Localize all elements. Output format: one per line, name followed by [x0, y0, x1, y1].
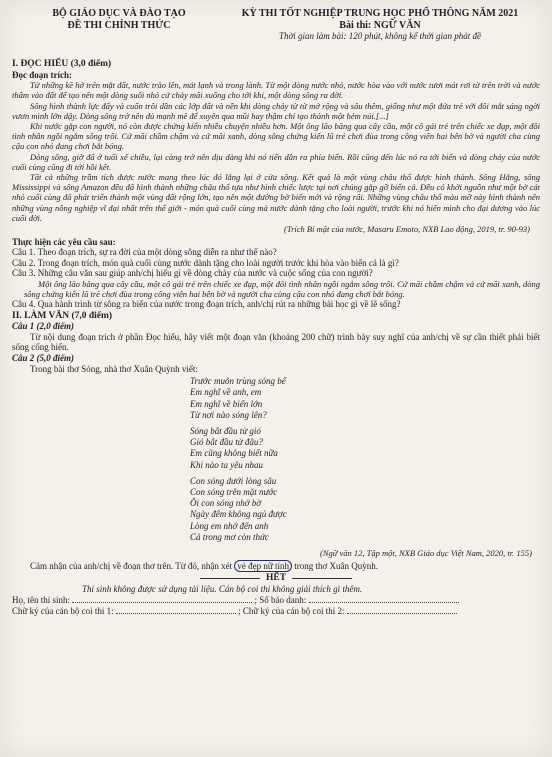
poem-line: Ôi con sóng nhớ bờ	[190, 498, 262, 509]
part1-heading: I. ĐỌC HIỂU (3,0 điểm)	[12, 59, 112, 69]
exam-title: KỲ THI TỐT NGHIỆP TRUNG HỌC PHỔ THÔNG NĂM 2021	[241, 8, 519, 19]
essay2-label: Câu 2 (5,0 điểm)	[12, 352, 74, 363]
poem-line: Gió bắt đầu từ đâu?	[190, 437, 263, 448]
task-label: Thực hiện các yêu cầu sau:	[12, 236, 116, 247]
passage-paragraph: Tất cả những trầm tích được nước mang theo lúc đó lắng lại ở cửa sông. Kết quả là một vùng châu thổ được hình thành. Sông Hằng, sông Mississippi và sông Amazon đều đã hình thành những châu thổ tựa như hình chiếc lược tại nơi chúng gặp gỡ biển cả. Đều có khởi nguồn như một bờ cát nhỏ cuối cùng đã phát triển thành một vùng đất rộng lớn, tạo nên một đường bờ biển mới và rộng rãi. Những vùng châu thổ màu mỡ này hình thành nên những vùng nông nghiệp vĩ đại nhất trên thế giới - món quà cuối cùng mà nước dành tặng cho loài người, trước khi nó hiến mình cho đại dương vào lúc cuối đời.	[12, 172, 540, 223]
poem-line: Em nghĩ về anh, em	[190, 387, 262, 398]
candidate-info-line	[12, 595, 540, 606]
poem-stanza	[190, 426, 540, 471]
circled-phrase: vẻ đẹp nữ tính	[234, 560, 292, 572]
passage-paragraph: Sông hình thành lực đẩy và cuốn trôi dần các lớp đất và nền khi dòng chảy từ từ mở rộng và sâu thêm, giống như một đứa trẻ với đôi mắt sáng ngời vươn mình lớn dậy. Dòng sông trở nên đủ mạnh mẽ để xuyên qua mũi hay thậm chí tạo thành một hẻm núi.[...]	[12, 100, 540, 121]
poem-line: Khi nào ta yêu nhau	[190, 459, 263, 470]
exam-body	[12, 58, 540, 617]
exam-header	[2, 6, 550, 66]
poem-stanza	[190, 476, 540, 543]
candidate-number-blank	[309, 602, 459, 603]
signature-2-blank	[347, 613, 457, 614]
subject-label: Bài thi: NGỮ VĂN	[339, 20, 421, 31]
read-label: Đọc đoạn trích:	[12, 69, 72, 80]
question-1: Câu 1. Theo đoạn trích, sự ra đời của một dòng sông diễn ra như thế nào?	[12, 247, 277, 258]
exam-page	[2, 0, 550, 757]
passage-paragraph: Từ những kẽ hở trên mặt đất, nước trào lên, mát lạnh và trong lành. Từ một dòng nước nhỏ, nước hòa vào với nước tươi mát rơi từ trên trời và nước thấm vào đất để tạo nên một dòng suối nhỏ cứ chảy mãi xuống cho tới khi, một dòng sông ra đời.	[12, 80, 540, 101]
end-mark	[12, 573, 540, 584]
poem-line: Lòng em nhớ đến anh	[190, 520, 269, 531]
end-text: HẾT	[265, 573, 287, 584]
question-4: Câu 4. Qua hành trình từ sông ra biển của nước trong đoạn trích, anh/chị rút ra những bài học gì về lẽ sống?	[12, 299, 401, 309]
essay2-task-start: Cảm nhận của anh/chị về đoạn thơ trên. Từ đó, nhận xét	[30, 560, 233, 571]
signature-1-label: Chữ ký của cán bộ coi thi 1:	[12, 605, 114, 616]
end-rule-left	[200, 578, 260, 579]
passage-paragraph: Dòng sông, giờ đã ở tuổi xế chiều, lại càng trở nên dịu dàng khi nó tiến dần ra phía biển. Rồi cũng đến lúc nó ra tới biển và dòng chảy của nước cuối cùng cũng đi tới hồi kết.	[12, 151, 540, 172]
ministry-name: BỘ GIÁO DỤC VÀ ĐÀO TẠO	[52, 8, 186, 19]
part2-heading: II. LÀM VĂN (7,0 điểm)	[12, 310, 113, 321]
question-2: Câu 2. Trong đoạn trích, món quà cuối cùng nước dành tặng cho loài người trước khi hòa vào biển cả là gì?	[12, 257, 399, 268]
poem-line: Cả trong mơ còn thức	[190, 531, 269, 542]
essay2-intro: Trong bài thơ Sóng, nhà thơ Xuân Quỳnh viết:	[30, 363, 198, 374]
poem-line: Con sóng trên mặt nước	[190, 486, 278, 497]
poem-line: Em nghĩ về biển lớn	[190, 398, 263, 409]
poem-source: (Ngữ văn 12, Tập một, NXB Giáo dục Việt Nam, 2020, tr. 155)	[319, 548, 532, 558]
poem-line: Từ nơi nào sóng lên?	[190, 409, 267, 420]
essay1-label: Câu 1 (2,0 điểm)	[12, 321, 74, 332]
candidate-name-label: Họ, tên thí sinh:	[12, 594, 70, 605]
time-note: Thời gian làm bài: 120 phút, không kể thời gian phát đề	[278, 31, 482, 41]
question-3: Câu 3. Những câu văn sau giúp anh/chị hiểu gì về dòng chảy của nước và cuộc sống của con người?	[12, 268, 373, 279]
poem-stanza	[190, 376, 540, 421]
signature-2-label: ; Chữ ký của cán bộ coi thi 2:	[238, 605, 345, 616]
poem-line: Em cũng không biết nữa	[190, 448, 278, 459]
poem-line: Sóng bắt đầu từ gió	[190, 425, 261, 436]
footer-note: Thí sinh không được sử dụng tài liệu. Cán bộ coi thi không giải thích gì thêm.	[82, 583, 363, 594]
poem-line: Ngày đêm không ngủ được	[190, 509, 287, 520]
poem-excerpt	[190, 376, 540, 543]
poem-line: Con sóng dưới lòng sâu	[190, 475, 277, 486]
passage-paragraph: Khi nước gặp con người, nó còn được chứng kiến nhiều chuyện nhiều hơn. Một ông lão băng qua cây cầu, một cô gái trẻ trên chiếc xe đạp, một đôi tình nhân ngồi ngắm sông trôi. Cứ mãi chầm chậm và cứ mãi xanh, dòng sông chứng kiến lũ trẻ chơi đùa trong công viên hai bên bờ và người cha cùng cậu con nhỏ đang chơi bắt bóng.	[12, 121, 540, 152]
essay2-task-end: trong thơ Xuân Quỳnh.	[294, 560, 379, 571]
poem-line: Trước muôn trùng sóng bể	[190, 376, 286, 387]
question-3-quote: Một ông lão băng qua cây cầu, một cô gái trẻ trên chiếc xe đạp, một đôi tình nhân ngồi ngắm sông trôi. Cứ mãi chầm chậm và cứ mãi xanh, dòng sông chứng kiến lũ trẻ chơi đùa trong công viên hai bên bờ và người cha cùng cậu con nhỏ đang chơi bắt bóng.	[24, 279, 540, 299]
essay2-task	[12, 561, 540, 572]
signature-line	[12, 606, 540, 617]
signature-1-blank	[116, 613, 236, 614]
end-rule-right	[292, 578, 352, 579]
essay1-prompt: Từ nội dung đoạn trích ở phần Đọc hiểu, hãy viết một đoạn văn (khoảng 200 chữ) trình bày suy nghĩ của anh/chị về sự cần thiết phải biết sống cống hiến.	[12, 331, 540, 353]
candidate-number-label: ; Số báo danh:	[254, 594, 307, 605]
candidate-name-blank	[72, 602, 252, 603]
official-label: ĐỀ THI CHÍNH THỨC	[67, 20, 171, 31]
passage-source: (Trích Bí mật của nước, Masaru Emoto, NXB Lao động, 2019, tr. 90-93)	[284, 224, 530, 235]
